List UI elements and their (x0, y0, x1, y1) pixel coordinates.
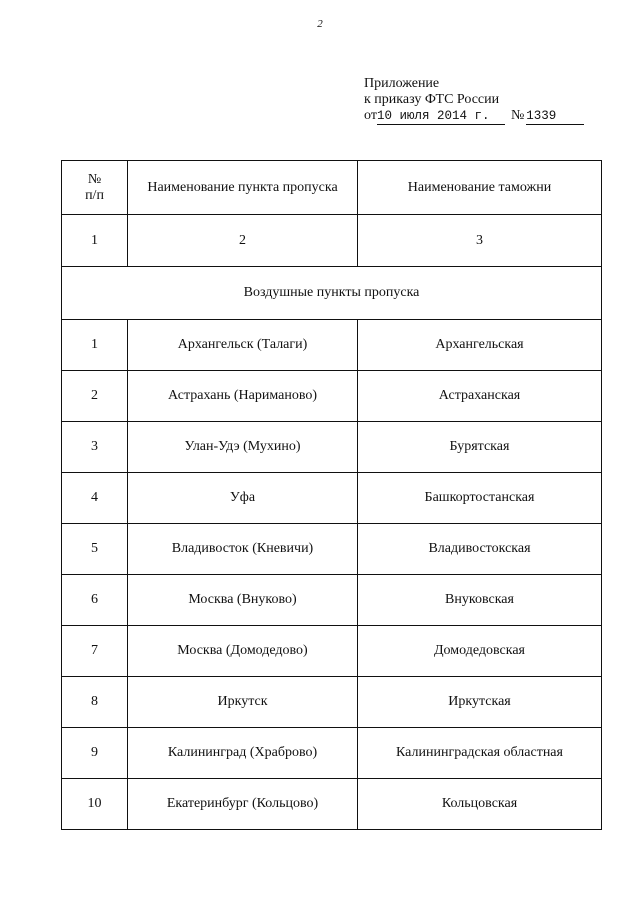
row-customs: Астраханская (358, 371, 602, 422)
row-number: 5 (62, 524, 128, 575)
row-customs: Владивостокская (358, 524, 602, 575)
annex-header (364, 76, 584, 125)
table-row (62, 728, 602, 779)
row-number: 7 (62, 626, 128, 677)
column-numbering-row (62, 215, 602, 267)
row-checkpoint: Уфа (128, 473, 358, 524)
row-number: 1 (62, 320, 128, 371)
annex-date-number-line (364, 108, 584, 125)
row-checkpoint: Иркутск (128, 677, 358, 728)
row-customs: Внуковская (358, 575, 602, 626)
column-number-1: 1 (62, 215, 128, 267)
table-row (62, 626, 602, 677)
annex-number-label: № (510, 108, 525, 123)
table-row (62, 677, 602, 728)
header-number (62, 161, 128, 215)
row-checkpoint: Москва (Внуково) (128, 575, 358, 626)
column-number-3: 3 (358, 215, 602, 267)
annex-from-label: от (364, 108, 377, 123)
row-customs: Башкортостанская (358, 473, 602, 524)
row-customs: Бурятская (358, 422, 602, 473)
row-checkpoint: Москва (Домодедово) (128, 626, 358, 677)
row-number: 4 (62, 473, 128, 524)
row-checkpoint: Екатеринбург (Кольцово) (128, 779, 358, 830)
header-checkpoint: Наименование пункта пропуска (128, 161, 358, 215)
table-row (62, 422, 602, 473)
annex-number: 1339 (526, 108, 584, 125)
header-number-line1: № (87, 171, 102, 187)
section-title: Воздушные пункты пропуска (62, 267, 602, 320)
row-customs: Иркутская (358, 677, 602, 728)
table-row (62, 473, 602, 524)
header-number-line2: п/п (85, 187, 104, 203)
annex-date: 10 июля 2014 г. (377, 108, 505, 125)
page-number: 2 (317, 18, 323, 30)
row-checkpoint: Улан-Удэ (Мухино) (128, 422, 358, 473)
row-checkpoint: Архангельск (Талаги) (128, 320, 358, 371)
row-number: 9 (62, 728, 128, 779)
header-customs: Наименование таможни (358, 161, 602, 215)
row-customs: Архангельская (358, 320, 602, 371)
row-checkpoint: Владивосток (Кневичи) (128, 524, 358, 575)
table-row (62, 371, 602, 422)
row-customs: Калининградская областная (358, 728, 602, 779)
row-number: 6 (62, 575, 128, 626)
row-customs: Домодедовская (358, 626, 602, 677)
table-row (62, 320, 602, 371)
table-row (62, 575, 602, 626)
row-checkpoint: Астрахань (Нариманово) (128, 371, 358, 422)
row-number: 3 (62, 422, 128, 473)
row-number: 2 (62, 371, 128, 422)
table-row (62, 524, 602, 575)
row-customs: Кольцовская (358, 779, 602, 830)
row-checkpoint: Калининград (Храброво) (128, 728, 358, 779)
row-number: 10 (62, 779, 128, 830)
annex-title: Приложение (364, 76, 440, 91)
row-number: 8 (62, 677, 128, 728)
annex-order-reference: к приказу ФТС России (364, 92, 500, 107)
column-number-2: 2 (128, 215, 358, 267)
table-header-row (62, 161, 602, 215)
table-row (62, 779, 602, 830)
section-row (62, 267, 602, 320)
checkpoints-table (61, 160, 602, 830)
